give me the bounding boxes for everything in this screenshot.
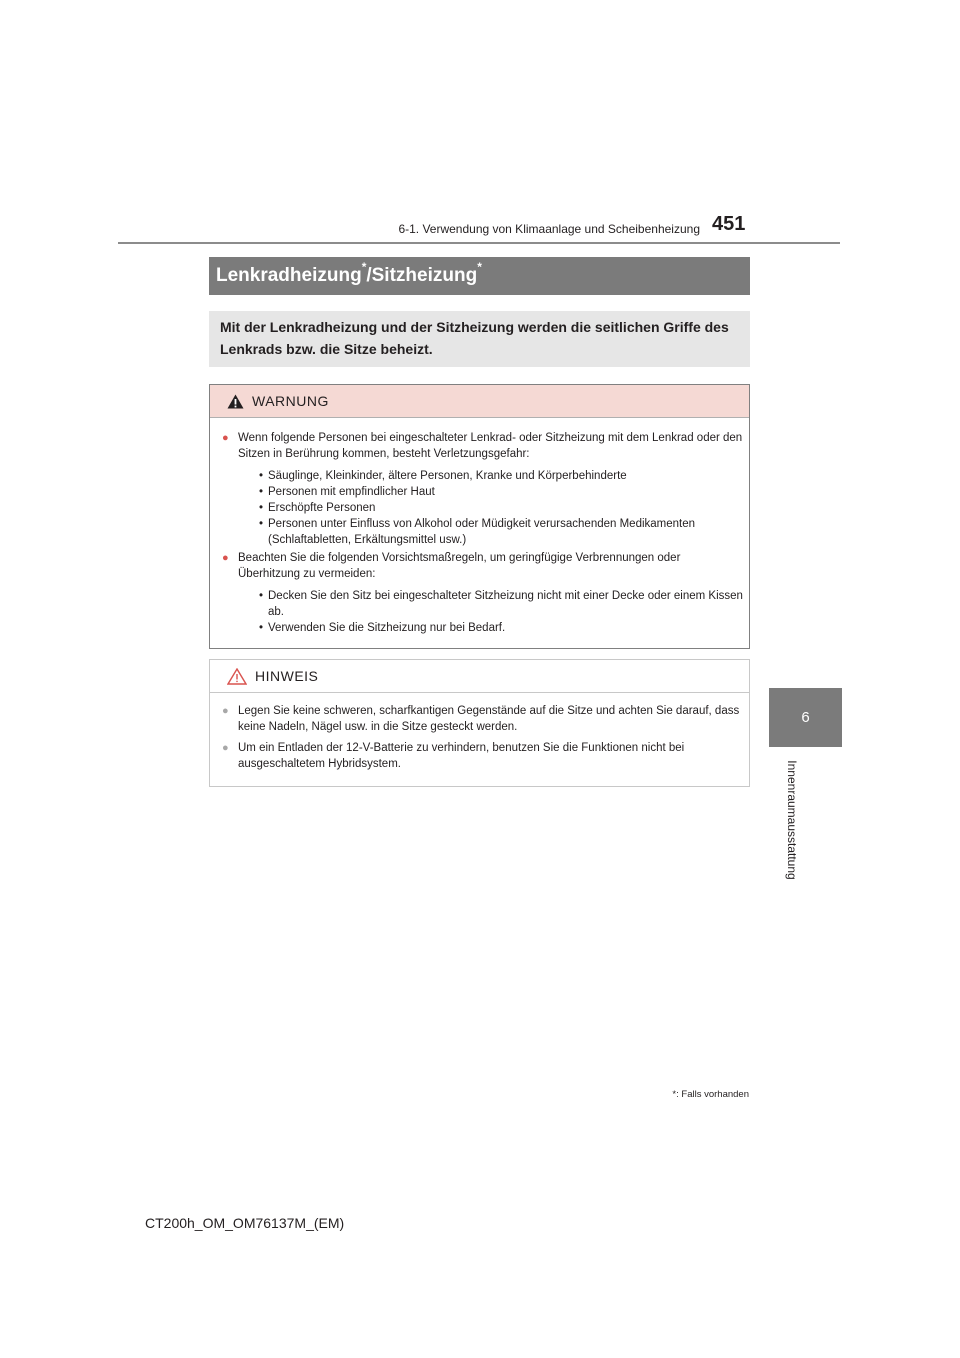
notice-label: HINWEIS xyxy=(255,668,319,684)
warning-subitem: • Säuglinge, Kleinkinder, ältere Personen, Kranke und Körperbehinderte xyxy=(258,470,627,482)
warning-subitem: • Verwenden Sie die Sitzheizung nur bei Bedarf. xyxy=(258,622,506,634)
notice-triangle-icon xyxy=(227,668,247,685)
chapter-number: 6 xyxy=(801,709,810,726)
warning-subitem-text: Decken Sie den Sitz bei eingeschalteter Sitzheizung nicht mit einer Decke oder einem Kissen ab. xyxy=(268,590,743,618)
warning-item-text: Beachten Sie die folgenden Vorsichtsmaßregeln, um geringfügige Verbrennungen oder Überhitzung zu vermeiden: xyxy=(238,552,681,580)
bullet-dot-icon: ● xyxy=(222,705,229,717)
bullet-dot-icon: ● xyxy=(222,552,229,564)
header-rule xyxy=(118,242,840,244)
notice-header xyxy=(210,660,749,693)
warning-label: WARNUNG xyxy=(252,393,329,409)
warning-triangle-icon xyxy=(227,394,244,409)
chapter-label xyxy=(780,755,804,885)
intro-text: Mit der Lenkradheizung und der Sitzheizung werden die seitlichen Griffe des Lenkrads bzw. die Sitze beheizt. xyxy=(220,319,729,357)
warning-header xyxy=(210,385,749,418)
warning-item-text: Wenn folgende Personen bei eingeschalteter Lenkrad- oder Sitzheizung mit dem Lenkrad oder den Sitzen in Berührung kommen, besteht Verletzungsgefahr: xyxy=(238,432,743,460)
warning-subitem: • Erschöpfte Personen xyxy=(258,502,376,514)
warning-item xyxy=(222,430,743,548)
bullet-dot-icon: ● xyxy=(222,432,229,444)
notice-box xyxy=(209,659,750,787)
notice-item-text: Um ein Entladen der 12-V-Batterie zu verhindern, benutzen Sie die Funktionen nicht bei ausgeschaltetem Hybridsystem. xyxy=(238,742,685,770)
running-header: 6-1. Verwendung von Klimaanlage und Scheibenheizung xyxy=(398,222,700,236)
warning-item xyxy=(222,550,743,636)
notice-item xyxy=(222,740,743,772)
warning-subitem-text: Säuglinge, Kleinkinder, ältere Personen, Kranke und Körperbehinderte xyxy=(268,470,627,482)
warning-subitem: • Personen mit empfindlicher Haut xyxy=(258,486,435,498)
footnote xyxy=(600,1089,749,1100)
warning-subitem-text: Personen unter Einfluss von Alkohol oder Müdigkeit verursachenden Medikamenten (Schlaftabletten, Erkältungsmittel usw.) xyxy=(268,518,696,546)
page-number: 451 xyxy=(712,213,746,235)
warning-subitem-text: Personen mit empfindlicher Haut xyxy=(268,486,435,498)
intro-box xyxy=(209,311,750,367)
title-part2: /Sitzheizung xyxy=(366,265,478,286)
warning-subitem: • Decken Sie den Sitz bei eingeschalteter Sitzheizung nicht mit einer Decke oder einem Kissen ab. xyxy=(258,590,743,618)
title-mark-2: * xyxy=(477,260,482,274)
warning-box xyxy=(209,384,750,649)
warning-subitem-text: Verwenden Sie die Sitzheizung nur bei Bedarf. xyxy=(268,622,506,634)
title-part1: Lenkradheizung xyxy=(216,265,362,286)
section-title xyxy=(209,257,750,295)
notice-item-text: Legen Sie keine schweren, scharfkantigen Gegenstände auf die Sitze und achten Sie darauf, dass keine Nadeln, Nägel usw. in die Sitze gesteckt werden. xyxy=(238,705,740,733)
notice-item xyxy=(222,703,743,735)
chapter-tab xyxy=(769,688,842,747)
chapter-label-text: Innenraumausstattung xyxy=(785,760,799,880)
footnote-mark: * xyxy=(672,1089,677,1100)
warning-subitem: • Personen unter Einfluss von Alkohol oder Müdigkeit verursachenden Medikamenten (Schlaftabletten, Erkältungsmittel usw.) xyxy=(254,516,743,548)
bullet-dot-icon: ● xyxy=(222,742,229,754)
warning-subitem-text: Erschöpfte Personen xyxy=(268,502,376,514)
footnote-text: : Falls vorhanden xyxy=(676,1089,749,1100)
document-code: CT200h_OM_OM76137M_(EM) xyxy=(145,1215,345,1231)
title-mark-1: * xyxy=(361,260,367,274)
